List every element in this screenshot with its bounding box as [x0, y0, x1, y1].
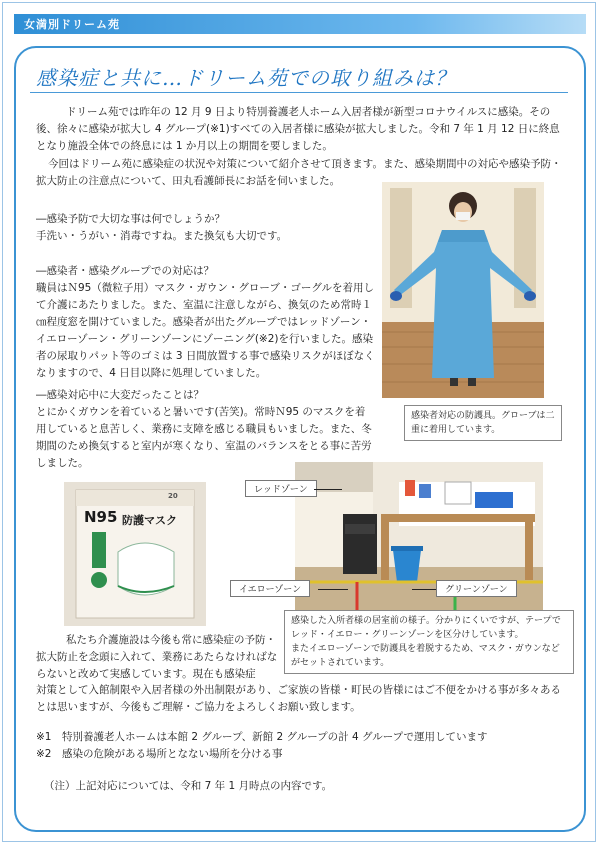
title-rule [30, 92, 568, 93]
qa-question-1: ―感染予防で大切な事は何でしょうか？ [36, 213, 225, 225]
note-1: ※1 特別養護老人ホームは本館 2 グループ、新館 2 グループの計 4 グループで運用しています [36, 731, 488, 743]
red-zone-pointer [314, 489, 342, 490]
mask-photo [64, 482, 206, 626]
qa-question-2: ―感染者・感染グループでの対応は？ [36, 265, 214, 277]
header-bar [14, 14, 586, 34]
footnote: （注）上記対応については、令和 7 年 1 月時点の内容です。 [44, 780, 333, 792]
room-caption: 感染した入所者様の居室前の様子。分かりにくいですが、テープでレッド・イエロー・グリーンゾーンを区分けしています。 またイエローゾーンで防護具を着脱するため、マスク・ガウンなどがセットされています。 [284, 610, 574, 674]
qa-answer-2: 職員はＮ95（微粒子用）マスク・ガウン・グローブ・ゴーグルを着用して介護にあたりました。また、室温に注意しながら、換気のため常時１㎝程度窓を開けていました。感染者が出たグループではレッドゾーン・イエローゾーン・グリーンゾーンにゾーニング(※2)を行いました。感染者の尿取りパット等のゴミは 3 日間放置する事で感染リスクがほぼなくなりますので、4 日目以降に処理していました。 [36, 282, 375, 379]
green-zone-pointer [412, 589, 436, 590]
red-zone-label: レッドゾーン [245, 480, 317, 497]
qa-answer-3: とにかくガウンを着ていると暑いです(苦笑)。常時Ｎ95 のマスクを着用していると息苦しく、業務に支障を感じる職員もいました。また、冬期間のため換気すると室内が寒くなり、室温のバランスをとる事に苦労しました。 [36, 406, 372, 469]
yellow-zone-label: イエローゾーン [230, 580, 310, 597]
mask-name: 防護マスク [122, 514, 177, 527]
note-2: ※2 感染の危険がある場所となない場所を分ける事 [36, 748, 283, 760]
intro-paragraph-1: ドリーム苑では昨年の 12 月 9 日より特別養護老人ホーム入居者様が新型コロナウイルスに感染。その後、徐々に感染が拡大し 4 グループ(※1)すべての入居者様に感染が拡大しました。令和 7 年 1 月 12 日に終息となり施設全体での終息には 1 か月以上の期間を要しました。 [36, 106, 560, 152]
ppe-photo [382, 182, 544, 398]
mask-brand: N95 [84, 508, 118, 526]
intro-paragraph-2: 今回はドリーム苑に感染症の状況や対策について紹介させて頂きます。また、感染期間中の対応や感染予防・拡大防止の注意点について、田丸看護師長にお話を伺いました。 [36, 158, 562, 187]
qa-question-3: ―感染対応中に大変だったことは？ [36, 389, 204, 401]
article-title: 感染症と共に…ドリーム苑での取り組みは？ [36, 66, 456, 90]
closing-lead: 私たち介護施設は今後も常に感染症の予防・拡大防止を念頭に入れて、業務にあたらなければならないと改めて実感しています。現在も感染症 [36, 634, 278, 680]
yellow-zone-pointer [318, 589, 348, 590]
ppe-caption: 感染者対応の防護具。グローブは二重に着用しています。 [404, 405, 562, 441]
closing-rest: 対策として入館制限や入居者様の外出制限があり、ご家族の皆様・町民の皆様にはご不便をかける事が多々あるとは思いますが、今後もご理解・ご協力をよろしくお願い致します。 [36, 684, 561, 713]
green-zone-label: グリーンゾーン [436, 580, 517, 597]
qa-answer-1: 手洗い・うがい・消毒ですね。また換気も大切です。 [36, 230, 288, 242]
mask-count: 20 [168, 492, 178, 500]
header-label: 女満別ドリーム苑 [24, 18, 120, 31]
